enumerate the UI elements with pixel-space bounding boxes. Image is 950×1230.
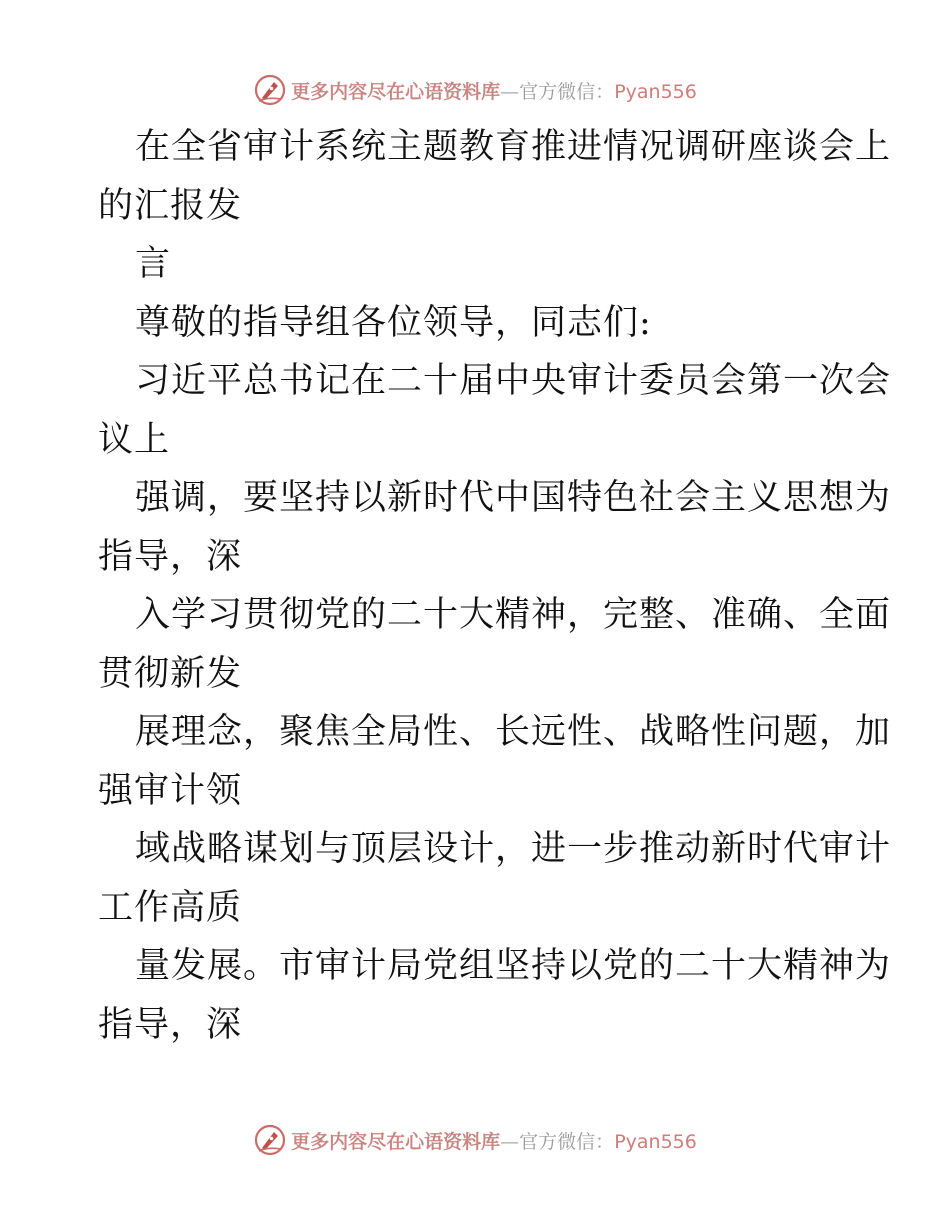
watermark-site: 更多内容尽在心语资料库 [291,80,501,103]
paragraph-line: 展理念，聚焦全局性、长远性、战略性问题，加 [135,712,892,752]
watermark-label: 官方微信： [519,1130,615,1153]
watermark-wechat-id: Pyan556 [614,80,697,103]
paragraph-line: 议上 [98,419,171,460]
watermark-label: 官方微信： [519,80,615,103]
paragraph-line: 量发展。市审计局党组坚持以党的二十大精神为 [135,946,892,986]
document-body [98,118,892,1054]
paragraph-line: 入学习贯彻党的二十大精神，完整、准确、全面 [135,595,892,635]
paragraph-line: 习近平总书记在二十届中央审计委员会第一次会 [135,361,892,401]
watermark-site: 更多内容尽在心语资料库 [291,1130,501,1153]
watermark-text [291,77,697,104]
watermark-wechat-id: Pyan556 [614,1130,697,1153]
paragraph-line: 言 [135,244,172,284]
paragraph-line: 在全省审计系统主题教育推进情况调研座谈会上 [135,127,892,167]
paragraph-line: 指导，深 [98,536,243,577]
watermark-separator: — [500,80,520,103]
header-watermark [0,70,950,110]
watermark-separator: — [500,1130,520,1153]
watermark-text [291,1127,697,1154]
paragraph-line: 的汇报发 [98,185,243,226]
pen-nib-logo-icon [253,1123,287,1157]
paragraph-line: 强审计领 [98,770,243,811]
paragraph-line: 强调，要坚持以新时代中国特色社会主义思想为 [135,478,892,518]
footer-watermark [0,1120,950,1160]
paragraph-line: 域战略谋划与顶层设计，进一步推动新时代审计 [135,829,892,869]
paragraph-line: 贯彻新发 [98,653,243,694]
paragraph-line: 指导，深 [98,1004,243,1045]
paragraph-line: 工作高质 [98,887,243,928]
paragraph-line: 尊敬的指导组各位领导，同志们: [135,302,652,343]
pen-nib-logo-icon [253,73,287,107]
